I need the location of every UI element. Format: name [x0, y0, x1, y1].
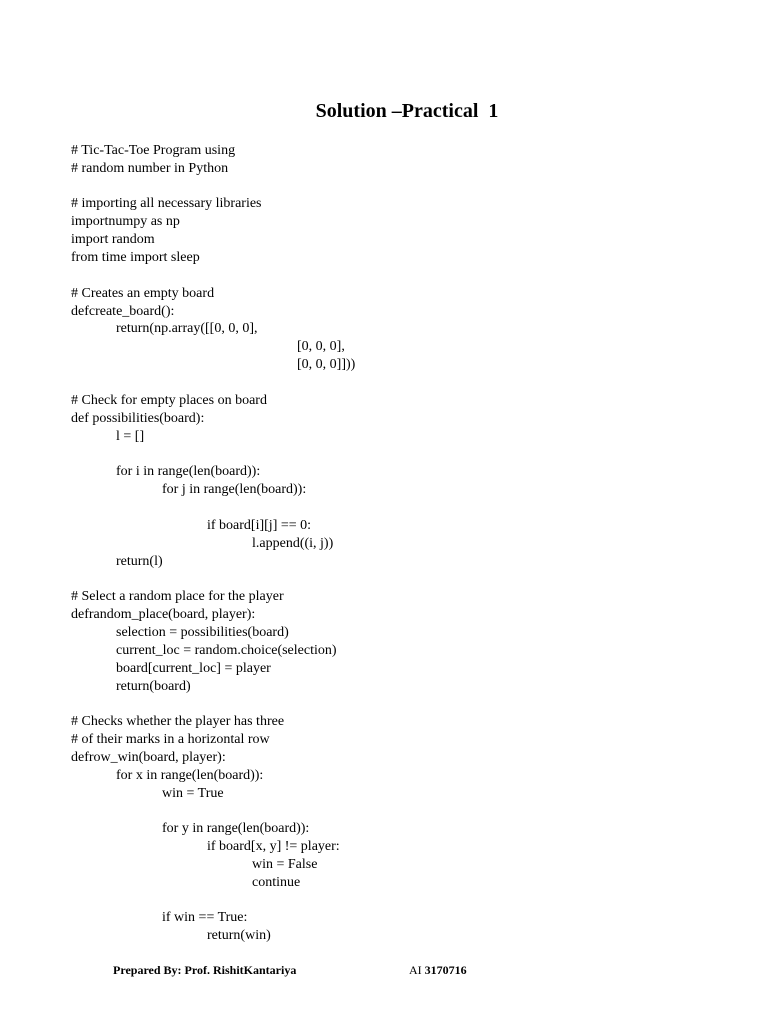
- code-line: # random number in Python: [71, 161, 229, 176]
- code-line: # Tic-Tac-Toe Program using: [71, 143, 236, 158]
- code-line: # Checks whether the player has three: [71, 714, 285, 729]
- footer-prepared-by: Prepared By: Prof. RishitKantariya: [113, 963, 297, 977]
- code-line: win = False: [252, 857, 318, 872]
- code-line: current_loc = random.choice(selection): [116, 643, 337, 658]
- code-line: return(win): [207, 928, 271, 943]
- code-line: [0, 0, 0]])): [297, 357, 356, 372]
- code-line: continue: [252, 875, 301, 890]
- code-line: for j in range(len(board)):: [162, 482, 307, 497]
- code-line: # of their marks in a horizontal row: [71, 732, 270, 747]
- code-line: if win == True:: [162, 910, 248, 925]
- code-line: return(l): [116, 554, 163, 569]
- code-line: return(board): [116, 679, 191, 694]
- footer-subject-number: 3170716: [424, 963, 467, 977]
- code-line: for x in range(len(board)):: [116, 768, 264, 783]
- code-line: importnumpy as np: [71, 214, 180, 229]
- code-line: if board[i][j] == 0:: [207, 518, 312, 533]
- code-line: # Check for empty places on board: [71, 393, 267, 408]
- code-line: from time import sleep: [71, 250, 200, 265]
- code-line: selection = possibilities(board): [116, 625, 289, 640]
- code-line: if board[x, y] != player:: [207, 839, 340, 854]
- code-line: def possibilities(board):: [71, 411, 205, 426]
- code-line: for i in range(len(board)):: [116, 464, 261, 479]
- code-line: # importing all necessary libraries: [71, 196, 262, 211]
- code-line: for y in range(len(board)):: [162, 821, 310, 836]
- code-line: import random: [71, 232, 155, 247]
- code-line: win = True: [162, 786, 224, 801]
- code-line: defrandom_place(board, player):: [71, 607, 256, 622]
- code-line: board[current_loc] = player: [116, 661, 271, 676]
- footer-subject-prefix: AI: [409, 963, 425, 977]
- footer-subject-code: [409, 963, 467, 978]
- code-line: return(np.array([[0, 0, 0],: [116, 321, 258, 336]
- code-line: defcreate_board():: [71, 304, 175, 319]
- code-line: # Select a random place for the player: [71, 589, 284, 604]
- code-line: # Creates an empty board: [71, 286, 215, 301]
- page-title: Solution –Practical 1: [315, 100, 499, 122]
- code-line: l = []: [116, 429, 145, 444]
- code-line: l.append((i, j)): [252, 536, 334, 551]
- code-line: [0, 0, 0],: [297, 339, 345, 354]
- code-line: defrow_win(board, player):: [71, 750, 226, 765]
